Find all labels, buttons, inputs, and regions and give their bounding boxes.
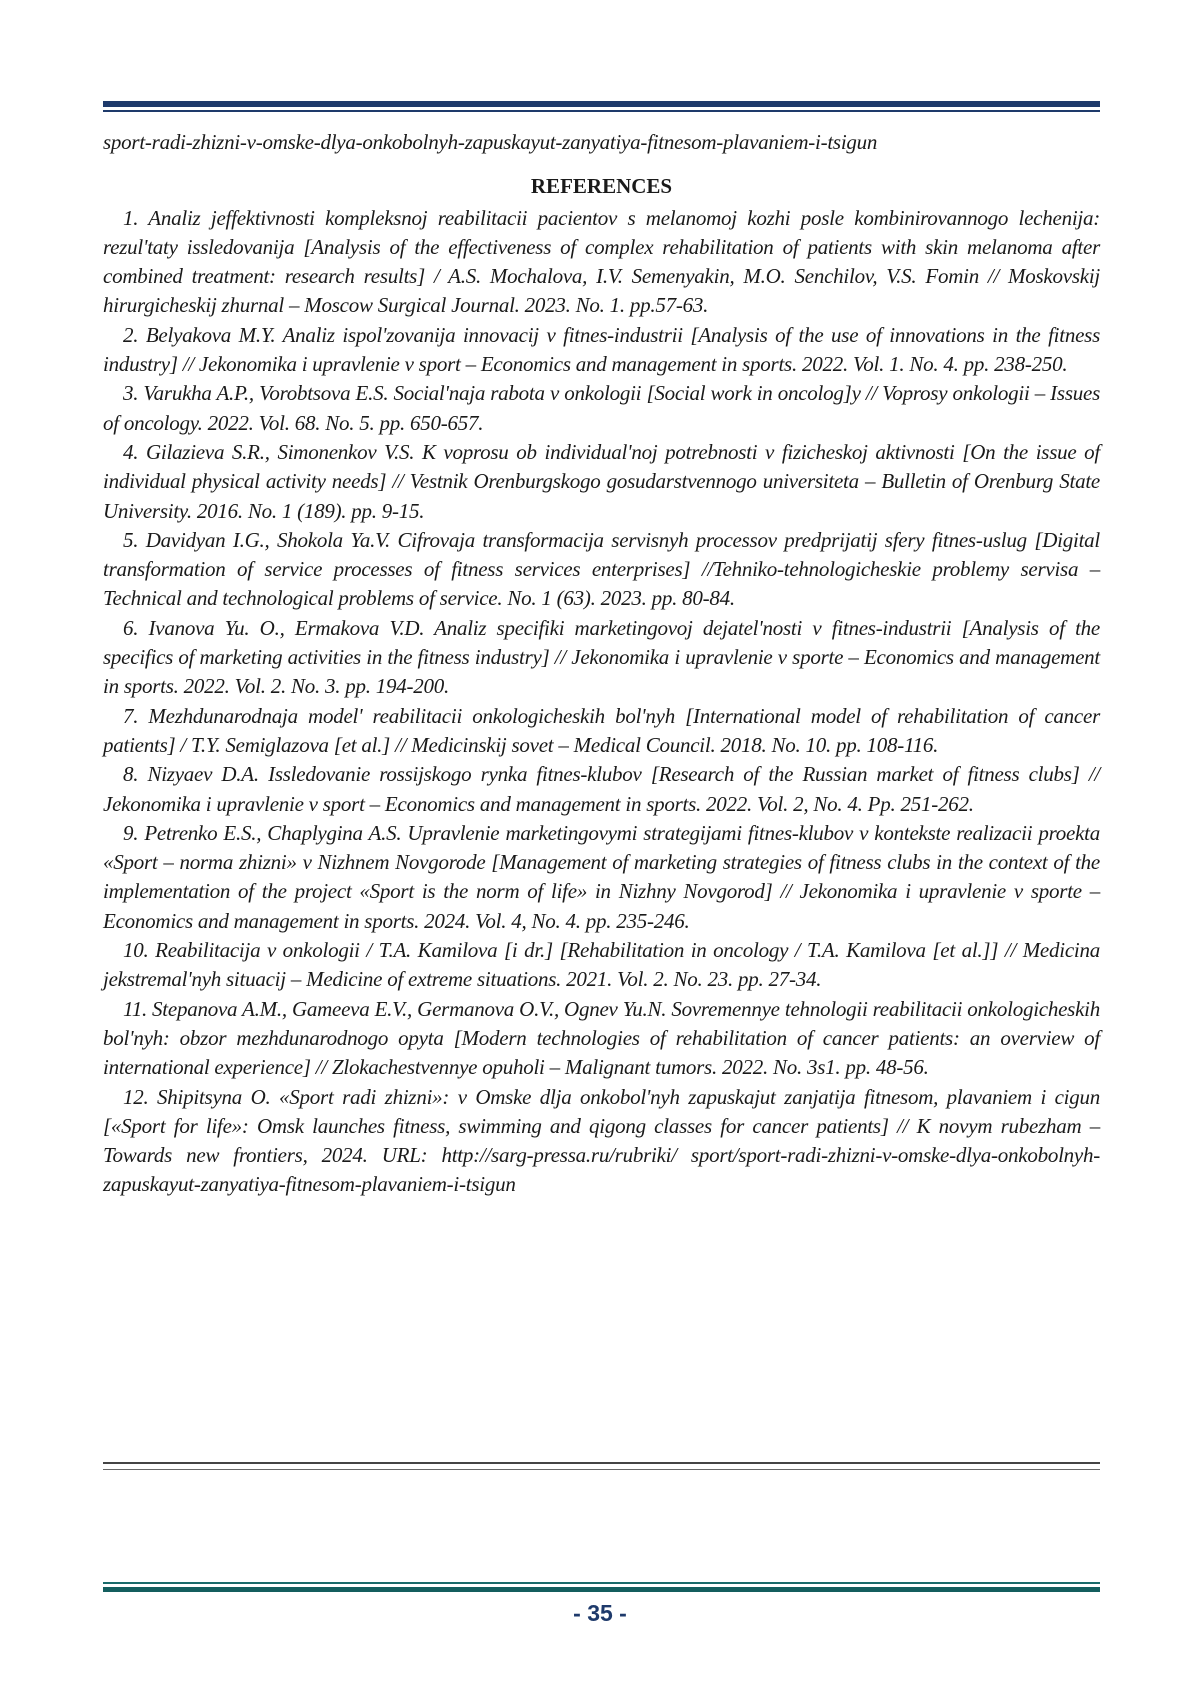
reference-item: 3. Varukha A.P., Vorobtsova E.S. Social'naja rabota v onkologii [Social work in oncolog]y // Voprosy onkologii – Issues of oncology. 2022. Vol. 68. No. 5. pp. 650-657. (103, 381, 1100, 435)
header-rule-thick (103, 101, 1100, 107)
url-continuation: sport-radi-zhizni-v-omske-dlya-onkobolnyh-zapuskayut-zanyatiya-fitnesom-plavaniem-i-tsigun (103, 130, 878, 154)
reference-item: 8. Nizyaev D.A. Issledovanie rossijskogo rynka fitnes-klubov [Research of the Russian market of fitness clubs] // Jekonomika i upravlenie v sport – Economics and management in sports. 2022. Vol. 2, No. 4. Pp. 251-262. (103, 762, 1100, 816)
reference-item: 5. Davidyan I.G., Shokola Ya.V. Cifrovaja transformacija servisnyh processov predprijatij sfery fitnes-uslug [Digital transformation of service processes of fitness services enterprises] //Tehniko-tehnologicheskie problemy servisa – Technical and technological problems of service. No. 1 (63). 2023. pp. 80-84. (103, 527, 1100, 611)
reference-item: 10. Reabilitacija v onkologii / T.A. Kamilova [i dr.] [Rehabilitation in oncology / T.A. Kamilova [et al.]] // Medicina jekstremal'nyh situacij – Medicine of extreme situations. 2021. Vol. 2. No. 23. pp. 27-34. (103, 938, 1100, 992)
reference-item: 11. Stepanova A.M., Gameeva E.V., Germanova O.V., Ognev Yu.N. Sovremennye tehnologii reabilitacii onkologicheskih bol'nyh: obzor mezhdunarodnogo opyta [Modern technologies of rehabilitation of cancer patients: an overview of international experience] // Zlokachestvennye opuholi – Malignant tumors. 2022. No. 3s1. pp. 48-56. (103, 996, 1100, 1080)
reference-item: 2. Belyakova M.Y. Analiz ispol'zovanija innovacij v fitnes-industrii [Analysis of the use of innovations in the fitness industry] // Jekonomika i upravlenie v sport – Economics and management in sports. 2022. Vol. 1. No. 4. pp. 238-250. (103, 322, 1100, 377)
references-heading: REFERENCES (530, 174, 673, 199)
reference-item: 6. Ivanova Yu. O., Ermakova V.D. Analiz specifiki marketingovoj dejatel'nosti v fitnes-industrii [Analysis of the specifics of marketing activities in the fitness industry] // Jekonomika i upravlenie v sporte – Economics and management in sports. 2022. Vol. 2. No. 3. pp. 194-200. (103, 615, 1100, 699)
page-number: - 35 - (573, 1600, 627, 1626)
footer-rule-thick (103, 1587, 1100, 1592)
reference-item: 7. Mezhdunarodnaja model' reabilitacii onkologicheskih bol'nyh [International model of rehabilitation of cancer patients] / T.Y. Semiglazova [et al.] // Medicinskij sovet – Medical Council. 2018. No. 10. pp. 108-116. (103, 703, 1100, 757)
reference-list (103, 204, 1100, 1200)
page-content (103, 128, 1100, 1200)
end-rule-lower (103, 1469, 1100, 1470)
reference-item: 9. Petrenko E.S., Chaplygina A.S. Upravlenie marketingovymi strategijami fitnes-klubov v kontekste realizacii proekta «Sport – norma zhizni» v Nizhnem Novgorode [Management of marketing strategies of fitness clubs in the context of the implementation of the project «Sport is the norm of life» in Nizhny Novgorod] // Jekonomika i upravlenie v sporte – Economics and management in sports. 2024. Vol. 4, No. 4. pp. 235-246. (103, 820, 1100, 933)
footer-rule-thin (103, 1582, 1100, 1584)
header-rule-thin (103, 110, 1100, 112)
end-rule-upper (103, 1462, 1100, 1464)
reference-item: 12. Shipitsyna O. «Sport radi zhizni»: v Omske dlja onkobol'nyh zapuskajut zanjatija fitnesom, plavaniem i cigun [«Sport for life»: Omsk launches fitness, swimming and qigong classes for cancer patients] // K novym rubezham – Towards new frontiers, 2024. URL: http://sarg-pressa.ru/rubriki/ sport/sport-radi-zhizni-v-omske-dlya-onkobolnyh-zapuskayut-zanyatiya-fitnesom-plavaniem-i-tsigun (103, 1084, 1100, 1197)
reference-item: 4. Gilazieva S.R., Simonenkov V.S. K voprosu ob individual'noj potrebnosti v fizicheskoj aktivnosti [On the issue of individual physical activity needs] // Vestnik Orenburgskogo gosudarstvennogo universiteta – Bulletin of Orenburg State University. 2016. No. 1 (189). pp. 9-15. (103, 439, 1100, 523)
reference-item: 1. Analiz jeffektivnosti kompleksnoj reabilitacii pacientov s melanomoj kozhi posle kombinirovannogo lechenija: rezul'taty issledovanija [Analysis of the effectiveness of complex rehabilitation of patients with skin melanoma after combined treatment: research results] / A.S. Mochalova, I.V. Semenyakin, M.O. Senchilov, V.S. Fomin // Moskovskij hirurgicheskij zhurnal – Moscow Surgical Journal. 2023. No. 1. pp.57-63. (103, 205, 1100, 318)
